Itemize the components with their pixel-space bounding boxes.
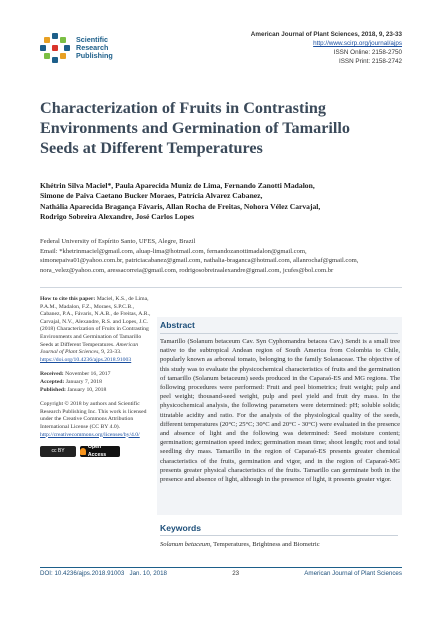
- keywords-divider: [160, 535, 398, 536]
- received-label: Received:: [40, 371, 64, 378]
- received-date: November 16, 2017: [65, 371, 111, 378]
- citation-block: [40, 296, 152, 364]
- keywords-heading: Keywords: [160, 523, 202, 533]
- author-line: Nathália Aparecida Bragança Fávaris, Allan Rocha de Freitas, Nohora Vélez Carvajal,: [40, 201, 321, 211]
- open-access-badge[interactable]: [80, 446, 120, 457]
- email-line: simonepaiva01@yahoo.com.br, patriciacabanez@gmail.com, nathalia-braganca@hotmail.com, allanrochaf@gmail.com,: [40, 257, 359, 264]
- keyword-species: Solanum betaceum: [160, 541, 210, 548]
- published-date: January 10, 2018: [67, 386, 107, 393]
- publisher-line-3: Publishing: [76, 51, 113, 60]
- journal-url-link[interactable]: http://www.scirp.org/journal/ajps: [313, 40, 402, 47]
- page-footer: [40, 570, 402, 577]
- footer-doi-date: [40, 570, 167, 577]
- cite-text: Maciel, K.S., de Lima, P.A.M., Madalon, F.Z., Moraes, S.P.C.B., Cabanez, P.A., Fávaris, N.A.B., de Freitas, A.R., Carvajal, N.V., Alexandre, R.S. and Lopes, J.C. (2018) Characterization of Fruits in Contrasting Environments and Germination of Tamarillo Seeds at Different Temperatures.: [40, 296, 151, 348]
- article-title: Characterization of Fruits in Contrasting Environments and Germination of Tamarillo Seeds at Different Temperatures: [40, 99, 350, 157]
- page-number: 23: [232, 570, 240, 577]
- abstract-heading: Abstract: [160, 320, 195, 330]
- accepted-row: [40, 379, 152, 387]
- author-line: Simone de Paiva Caetano Bucker Moraes, Patrícia Alvarez Cabanez,: [40, 191, 263, 201]
- published-label: Published:: [40, 386, 66, 393]
- open-access-label: Open Access: [87, 444, 107, 458]
- journal-info: [202, 30, 402, 66]
- publisher-line-2: Research: [76, 43, 109, 52]
- copyright-text: Copyright © 2018 by authors and Scientific Research Publishing Inc. This work is licensed under the Creative Commons Attribution International License (CC BY 4.0).: [40, 401, 147, 430]
- issn-print: ISSN Print: 2158-2742: [338, 58, 402, 65]
- abstract-divider: [160, 333, 398, 334]
- cite-journal: American Journal of Plant Sciences: [40, 341, 139, 356]
- publisher-line-1: Scientific: [76, 35, 108, 44]
- issn-online: ISSN Online: 2158-2750: [333, 49, 402, 56]
- scirp-logo-icon: [40, 33, 70, 63]
- cc-by-badge[interactable]: cc BY: [40, 446, 76, 457]
- article-sidebar: [40, 296, 152, 457]
- footer-doi[interactable]: DOI: 10.4236/ajps.2018.91003: [40, 570, 125, 577]
- header-divider: [40, 287, 402, 288]
- published-row: [40, 387, 152, 395]
- author-line: Rodrigo Sobreira Alexandre, José Carlos Lopes: [40, 211, 195, 221]
- author-line: Khétrin Silva Maciel*, Paula Aparecida Muniz de Lima, Fernando Zanotti Madalon,: [40, 181, 315, 190]
- journal-citation: American Journal of Plant Sciences, 2018, 9, 23-33: [250, 31, 402, 38]
- license-link[interactable]: http://creativecommons.org/licenses/by/4.0/: [40, 431, 140, 438]
- cite-doi-link[interactable]: https://doi.org/10.4236/ajps.2018.91003: [40, 356, 132, 363]
- abstract-text: Tamarillo (Solanum betaceum Cav. Syn Cyphomandra betacea Cav.) Sendt is a small tree native to the subtropical Andean region of South America from Colombia to Chile, popularly known as arboreal tomato, belonging to the family Solanaceae. The objective of this study was to evaluate the physicochemical characteristics of fruits and the germination of tamarillo (Solanum betaceum) seeds produced in the Caparaó-ES and MG regions. The following procedures were performed: Fruit and peel biometrics; fruit weight; pulp and peel weight; thousand-seed weight, pulp and peel yield and fruit dry mass. In the physicochemical analysis, the following parameters were determined: pH; soluble solids; titratable acidity and ratio. For the analysis of the physiological quality of the seeds, different temperatures (20°C; 25°C; 30°C and 20°C - 30°C) were evaluated in the presence and absence of light and the following was determined: Seed moisture content; germination; germination speed index; germination mean time; shoot length; root and total seedling dry mass. Tamarillo in the region of Caparaó-ES presents greater chemical characteristics of the fruits, germination and vigor, and in the region of Caparaó-MG presents greater physical characteristics of the fruits. Tamarillo can germinate both in the presence and absence of light, although in the presence of light, it presents greater vigor.: [160, 338, 400, 484]
- affiliation: Federal University of Espírito Santo, UFES, Alegre, Brazil: [40, 238, 196, 245]
- author-list: [40, 181, 410, 222]
- keyword-rest: , Temperatures, Brightness and Biometric: [210, 541, 320, 548]
- cite-label: How to cite this paper:: [40, 296, 96, 302]
- email-line: nora_velez@yahoo.com, aressacorreia@gmail.com, rodrigosobreiraalexandre@gmail.com, jcufes@bol.com.br: [40, 266, 334, 274]
- open-lock-icon: [80, 448, 86, 455]
- affiliation-block: [40, 237, 410, 275]
- publication-dates: [40, 371, 152, 394]
- received-row: [40, 371, 152, 379]
- license-badges: [40, 446, 152, 457]
- accepted-date: January 7, 2018: [65, 378, 102, 385]
- publisher-name: [76, 36, 113, 60]
- email-line: Email: *khetrinmaciel@gmail.com, aluap-lima@hotmail.com, fernandozanottimadalon@gmail.com,: [40, 247, 307, 255]
- footer-divider: [40, 567, 402, 568]
- footer-date: Jan. 10, 2018: [129, 570, 167, 577]
- keywords-text: [160, 540, 400, 549]
- accepted-label: Accepted:: [40, 378, 65, 385]
- copyright-block: [40, 401, 152, 439]
- publisher-logo[interactable]: [40, 30, 180, 66]
- cite-volume: , 9, 23-33.: [98, 349, 122, 356]
- footer-journal: American Journal of Plant Sciences: [304, 570, 402, 577]
